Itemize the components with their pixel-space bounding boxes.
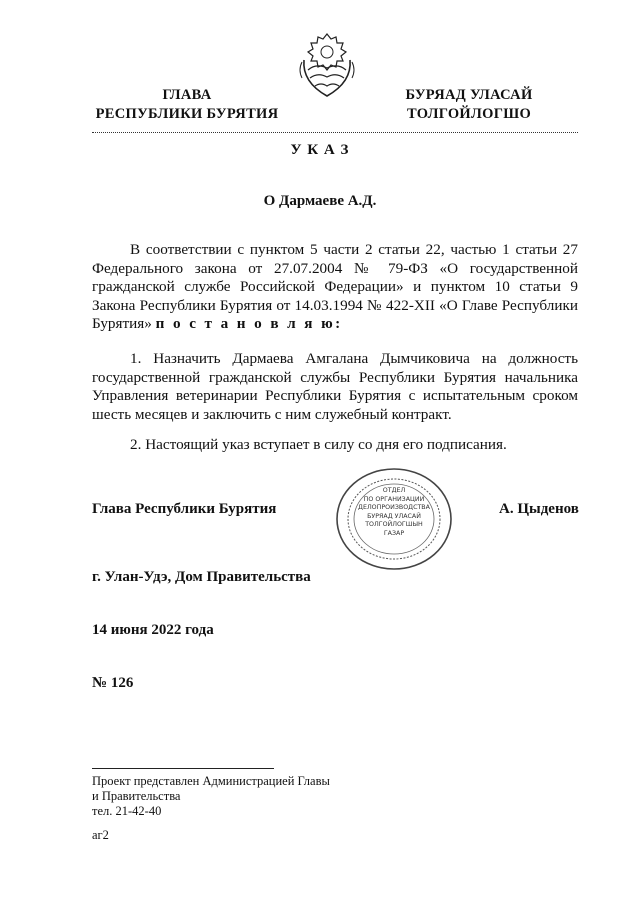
doc-number: № 126 [92,675,134,691]
seal-line6: ГАЗАР [383,529,405,537]
header-right [386,86,552,124]
header-left-line2: РЕСПУБЛИКИ БУРЯТИЯ [95,106,279,122]
doc-type-title: У К А З [290,142,350,158]
footnote-rule [92,768,274,769]
decree-word: п о с т а н о в л я ю: [155,315,343,333]
preamble-text: В соответствии с пунктом 5 части 2 статьи 22, частью 1 статьи 27 Федерального закона от 27.07.2004 № 79-ФЗ «О государственной гражданской службе Российской Федерации» и пунктом 10 статьи 9 Закона Республики Бурятия от 14.03.1994 № 422-XII «О Главе Республики Бурятия» [92,241,578,333]
preamble-paragraph [92,241,578,334]
header-divider [92,132,578,133]
footnote-line1: Проект представлен Администрацией Главы [92,774,330,788]
item2-paragraph [92,436,578,455]
header-left [92,86,282,124]
header-left-line1: ГЛАВА [162,87,212,103]
subject-title: О Дармаеве А.Д. [263,193,377,209]
item1-paragraph [92,350,578,424]
header-right-line2: ТОЛГОЙЛОГШО [406,106,532,122]
footnote-phone: тел. 21-42-40 [92,804,162,818]
footnote-block [92,774,330,843]
item2-text: 2. Настоящий указ вступает в силу со дня его подписания. [130,436,507,453]
place: г. Улан-Удэ, Дом Правительства [92,569,311,585]
signature-name: А. Цыденов [499,501,579,517]
seal-line4: БУРЯАД УЛАСАЙ [367,512,421,520]
item1-text: 1. Назначить Дармаева Амгалана Дымчиковича на должность государственной гражданской службы Республики Бурятия начальника Управления ветеринарии Республики Бурятия с испытательным сроком шесть месяцев и заключить с ним служебный контракт. [92,350,578,423]
date: 14 июня 2022 года [92,622,214,638]
seal-inner-text [356,487,432,539]
seal-line3: ДЕЛОПРОИЗВОДСТВА [358,504,430,512]
seal-line2: ПО ОРГАНИЗАЦИИ [363,495,425,503]
seal-line5: ТОЛГОЙЛОГШЫН [365,521,423,529]
signature-position: Глава Республики Бурятия [92,501,277,517]
header-right-line1: БУРЯАД УЛАСАЙ [405,87,533,103]
coat-of-arms-emblem [296,30,358,100]
seal-line1: ОТДЕЛ [382,487,406,494]
footnote-line2: и Правительства [92,789,181,803]
footnote-code: аг2 [92,828,109,842]
